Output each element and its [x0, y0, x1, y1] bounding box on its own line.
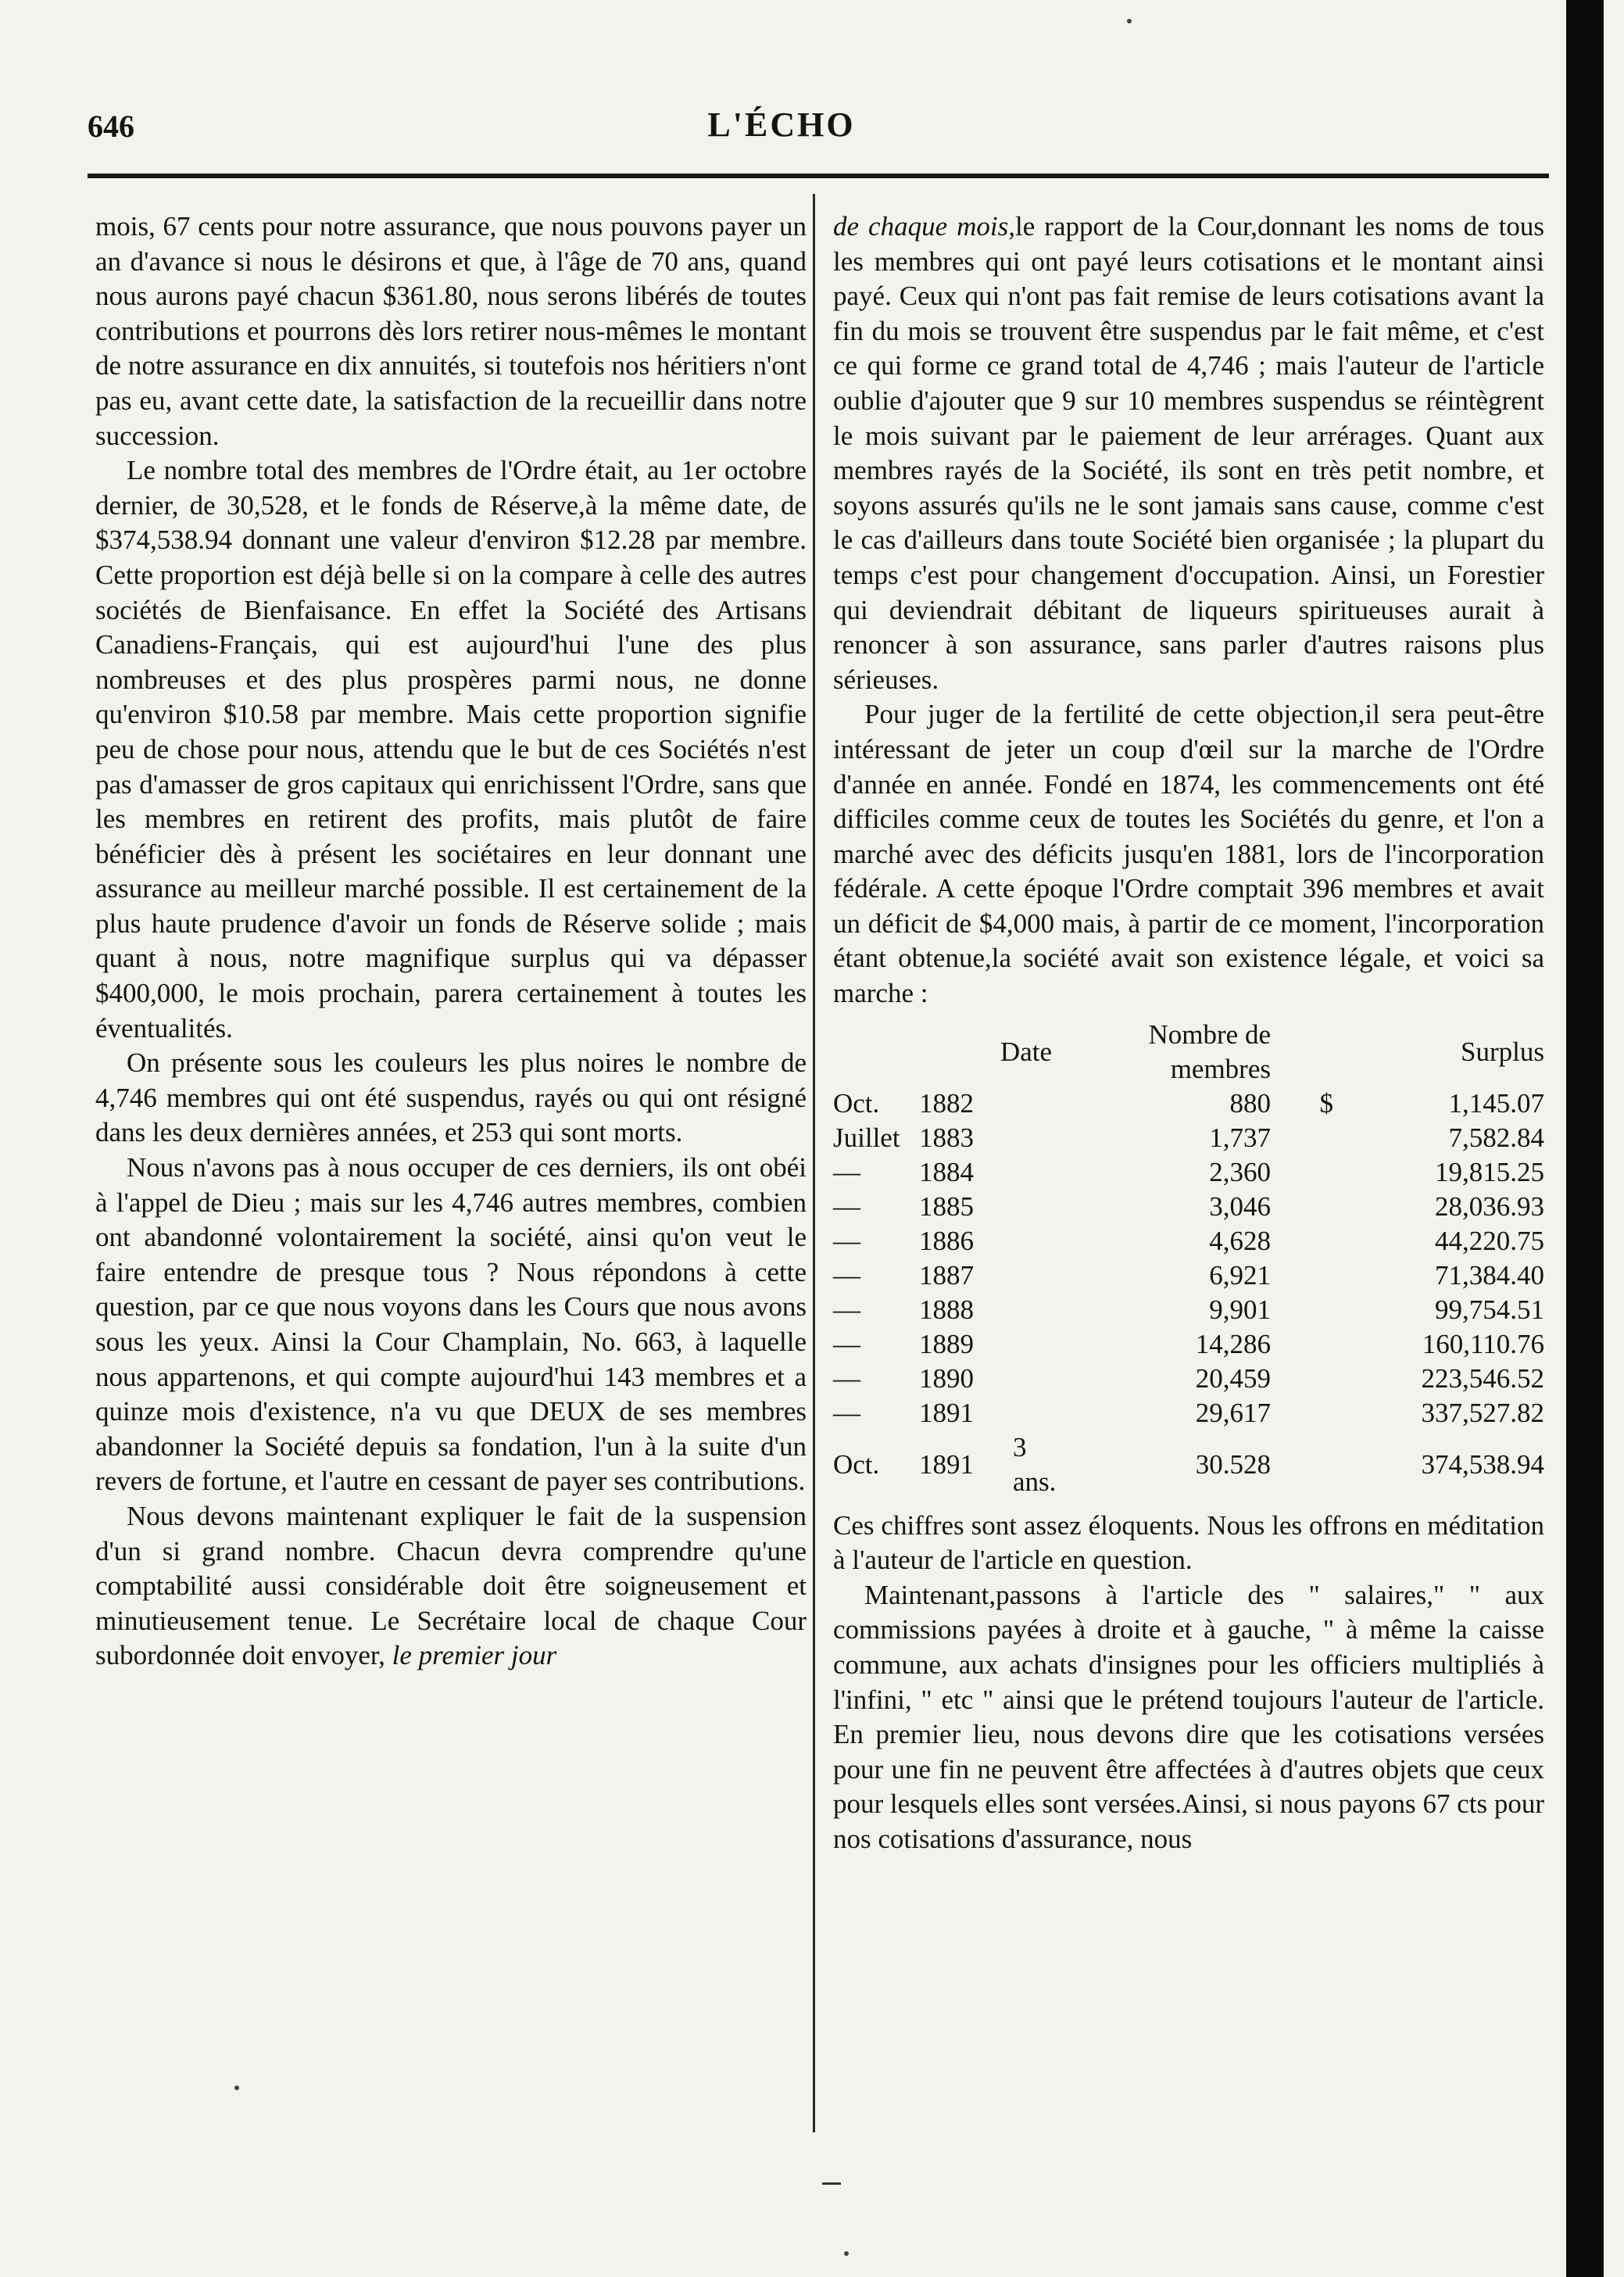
cell-note — [1013, 1258, 1075, 1293]
cell-members: 3,046 — [1209, 1190, 1271, 1222]
paragraph-text: le rapport de la Cour,donnant les noms de tous les membres qui ont payé leurs cotisations et le montant ainsi payé. Ceux qui n'ont pas fait remise de leurs cotisations avant la fin du mois se trouvent être suspendus par le fait même, et c'est ce qui forme ce grand total de 4,746 ; mais l'auteur de l'article oublie d'ajouter que 9 sur 10 membres suspendus se réintègrent le mois suivant par le paiement de leur arrérages. Quant aux membres rayés de la Société, ils sont en très petit nombre, et soyons assurés qu'ils ne le sont jamais sans cause, comme c'est le cas d'ailleurs dans toute Société bien organisée ; la plupart du temps c'est pour changement d'occupation. Ainsi, un Forestier qui deviendrait débitant de liqueurs spiritueuses aurait à renoncer à son assurance, sans parler d'autres raisons plus sérieuses. — [833, 211, 1544, 695]
table-row — [833, 1430, 1544, 1499]
cell-surplus: 99,754.51 — [1435, 1294, 1544, 1325]
cell-members: 880 — [1229, 1087, 1271, 1119]
cell-note — [1013, 1087, 1075, 1121]
table-row — [833, 1155, 1544, 1190]
table-row — [833, 1258, 1544, 1293]
cell-members: 14,286 — [1195, 1328, 1271, 1359]
paragraph: Le nombre total des membres de l'Ordre était, au 1er octobre dernier, de 30,528, et le fonds de Réserve,à la même date, de $374,538.94 donnant une valeur d'environ $12.28 par membre. Cette proportion est déjà belle si on la compare à celle des autres sociétés de Bienfaisance. En effet la Société des Artisans Canadiens-Français, qui est aujourd'hui l'une des plus nombreuses et des plus prospères parmi nous, ne donne qu'environ $10.58 par membre. Mais cette proportion signifie peu de chose pour nous, attendu que le but de ces Sociétés n'est pas d'amasser de gros capitaux qui enrichissent l'Ordre, sans que les membres en retirent des profits, mais plutôt de faire bénéficier dès à présent les sociétaires en leur donnant une assurance au meilleur marché possible. Il est certainement de la plus haute prudence d'avoir un fonds de Réserve solide ; mais quant à nous, notre magnifique surplus qui va dépasser $400,000, le mois prochain, parera certainement à toutes les éventualités. — [95, 455, 807, 1044]
scan-edge-shadow — [1566, 0, 1604, 2277]
scan-speck — [234, 2085, 239, 2090]
cell-currency — [1271, 1430, 1333, 1499]
cell-surplus: 28,036.93 — [1435, 1190, 1544, 1222]
scan-speck — [1127, 19, 1132, 23]
cell-currency — [1271, 1224, 1333, 1258]
table-row — [833, 1327, 1544, 1362]
cell-surplus: 374,538.94 — [1421, 1448, 1544, 1480]
paragraph-last — [95, 1499, 807, 1674]
header-members: Nombre de membres — [1148, 1019, 1271, 1084]
cell-surplus: 19,815.25 — [1435, 1156, 1544, 1187]
bottom-mark — [822, 2182, 841, 2185]
paragraph-text: Nous devons maintenant expliquer le fait de la suspension d'un si grand nombre. Chacun devra comprendre qu'une comptabilité aussi considérable doit être soigneusement et minutieusement tenue. Le Secrétaire local de chaque Cour subordonnée doit envoyer, — [95, 1500, 807, 1671]
cell-year: 1883 — [919, 1122, 974, 1153]
cell-members: 6,921 — [1209, 1259, 1271, 1291]
right-column — [833, 209, 1544, 1857]
cell-note: 3 ans. — [1013, 1431, 1057, 1497]
header-surplus: Surplus — [1461, 1036, 1544, 1067]
cell-currency — [1271, 1362, 1333, 1396]
paragraph: Nous n'avons pas à nous occuper de ces derniers, ils ont obéi à l'appel de Dieu ; mais sur les 4,746 autres membres, combien ont abandonné volontairement la société, ainsi qu'on veut le faire entendre de presque tous ? Nous répondons à cette question, par ce que nous voyons dans les Cours que nous avons sous les yeux. Ainsi la Cour Champlain, No. 663, à laquelle nous appartenons, et qui compte aujourd'hui 143 membres et a quinze mois d'existence, n'a vu que DEUX de ses membres abandonner la Société depuis sa fondation, l'un à la suite d'un revers de fortune, et l'autre en cessant de payer ses contributions. — [95, 1152, 807, 1497]
paragraph: Maintenant,passons à l'article des " salaires," " aux commissions payées à droite et à gauche, " à même la caisse commune, aux achats d'insignes pour les officiers multipliés à l'infini, " etc " ainsi que le prétend toujours l'auteur de l'article. En premier lieu, nous devons dire que les cotisations versées pour une fin ne peuvent être affectées à d'autres objets que ceux pour lesquels elles sont versées.Ainsi, si nous payons 67 cts pour nos cotisations d'assurance, nous — [833, 1579, 1544, 1854]
paragraph-continued — [833, 209, 1544, 697]
italic-lead: de chaque mois, — [833, 211, 1016, 242]
cell-note — [1013, 1224, 1075, 1258]
paragraph: On présente sous les couleurs les plus noires le nombre de 4,746 membres qui ont été suspendus, rayés ou qui ont résigné dans les deux dernières années, et 253 qui sont morts. — [95, 1047, 807, 1148]
table-row — [833, 1121, 1544, 1155]
cell-surplus: 44,220.75 — [1435, 1225, 1544, 1256]
cell-month: Oct. — [833, 1087, 880, 1119]
cell-members: 2,360 — [1209, 1156, 1271, 1187]
cell-note — [1013, 1190, 1075, 1224]
cell-year: 1885 — [919, 1190, 974, 1222]
cell-currency — [1271, 1155, 1333, 1190]
cell-year: 1891 — [919, 1397, 974, 1428]
cell-currency — [1271, 1327, 1333, 1362]
cell-surplus: 160,110.76 — [1422, 1328, 1544, 1359]
cell-note — [1013, 1362, 1075, 1396]
cell-month: — — [833, 1397, 860, 1428]
table-header-row — [833, 1018, 1544, 1087]
cell-year: 1890 — [919, 1362, 974, 1394]
cell-month: — — [833, 1225, 860, 1256]
cell-members: 30.528 — [1195, 1448, 1271, 1480]
cell-currency — [1271, 1258, 1333, 1293]
table-row — [833, 1293, 1544, 1327]
cell-year: 1888 — [919, 1294, 974, 1325]
cell-note — [1013, 1121, 1075, 1155]
cell-note — [1013, 1396, 1075, 1430]
cell-members: 9,901 — [1209, 1294, 1271, 1325]
scan-speck — [844, 2251, 849, 2256]
cell-year: 1891 — [919, 1448, 974, 1480]
table-row — [833, 1396, 1544, 1430]
column-divider — [813, 194, 815, 2132]
cell-month: — — [833, 1294, 860, 1325]
left-column — [95, 209, 807, 1674]
cell-month: — — [833, 1362, 860, 1394]
table-row — [833, 1362, 1544, 1396]
membership-table — [833, 1018, 1544, 1499]
italic-continuation: le premier jour — [392, 1640, 557, 1671]
cell-year: 1887 — [919, 1259, 974, 1291]
cell-surplus: 71,384.40 — [1435, 1259, 1544, 1291]
cell-year: 1889 — [919, 1328, 974, 1359]
cell-currency — [1271, 1293, 1333, 1327]
cell-currency — [1271, 1121, 1333, 1155]
cell-note — [1013, 1327, 1075, 1362]
header-rule — [88, 174, 1549, 178]
cell-surplus: 337,527.82 — [1421, 1397, 1544, 1428]
cell-currency — [1271, 1396, 1333, 1430]
cell-note — [1013, 1155, 1075, 1190]
cell-members: 29,617 — [1195, 1397, 1271, 1428]
cell-surplus: 7,582.84 — [1448, 1122, 1544, 1153]
cell-members: 4,628 — [1209, 1225, 1271, 1256]
paragraph: Ces chiffres sont assez éloquents. Nous les offrons en méditation à l'auteur de l'article en question. — [833, 1509, 1544, 1576]
cell-currency: $ — [1319, 1087, 1333, 1119]
cell-year: 1884 — [919, 1156, 974, 1187]
paragraph: mois, 67 cents pour notre assurance, que nous pouvons payer un an d'avance si nous le désirons et que, à l'âge de 70 ans, quand nous aurons payé chacun $361.80, nous serons libérés de toutes contributions et pourrons dès lors retirer nous-mêmes le montant de notre assurance en dix annuités, si toutefois nos héritiers n'ont pas eu, avant cette date, la satisfaction de la recueillir dans notre succession. — [95, 211, 807, 451]
paragraph: Pour juger de la fertilité de cette objection,il sera peut-être intéressant de jeter un coup d'œil sur la marche de l'Ordre d'année en année. Fondé en 1874, les commencements ont été difficiles comme ceux de toutes les Sociétés du genre, et l'on a marché avec des déficits jusqu'en 1881, lors de l'incorporation fédérale. A cette époque l'Ordre comptait 396 membres et avait un déficit de $4,000 mais, à partir de ce moment, l'incorporation étant obtenue,la société avait son existence légale, et voici sa marche : — [833, 699, 1544, 1009]
cell-month: Juillet — [833, 1122, 900, 1153]
cell-currency — [1271, 1190, 1333, 1224]
cell-year: 1882 — [919, 1087, 974, 1119]
cell-month: — — [833, 1156, 860, 1187]
cell-surplus: 223,546.52 — [1421, 1362, 1544, 1394]
table-row — [833, 1224, 1544, 1258]
cell-members: 20,459 — [1195, 1362, 1271, 1394]
cell-year: 1886 — [919, 1225, 974, 1256]
page-number: 646 — [88, 109, 134, 144]
cell-note — [1013, 1293, 1075, 1327]
cell-month: — — [833, 1259, 860, 1291]
cell-month: Oct. — [833, 1448, 880, 1480]
table-row — [833, 1190, 1544, 1224]
running-title: L'ÉCHO — [707, 106, 856, 144]
header-date: Date — [1000, 1036, 1052, 1067]
cell-month: — — [833, 1328, 860, 1359]
table-body — [833, 1087, 1544, 1499]
cell-month: — — [833, 1190, 860, 1222]
table-row — [833, 1087, 1544, 1121]
cell-surplus: 1,145.07 — [1448, 1087, 1544, 1119]
cell-members: 1,737 — [1209, 1122, 1271, 1153]
